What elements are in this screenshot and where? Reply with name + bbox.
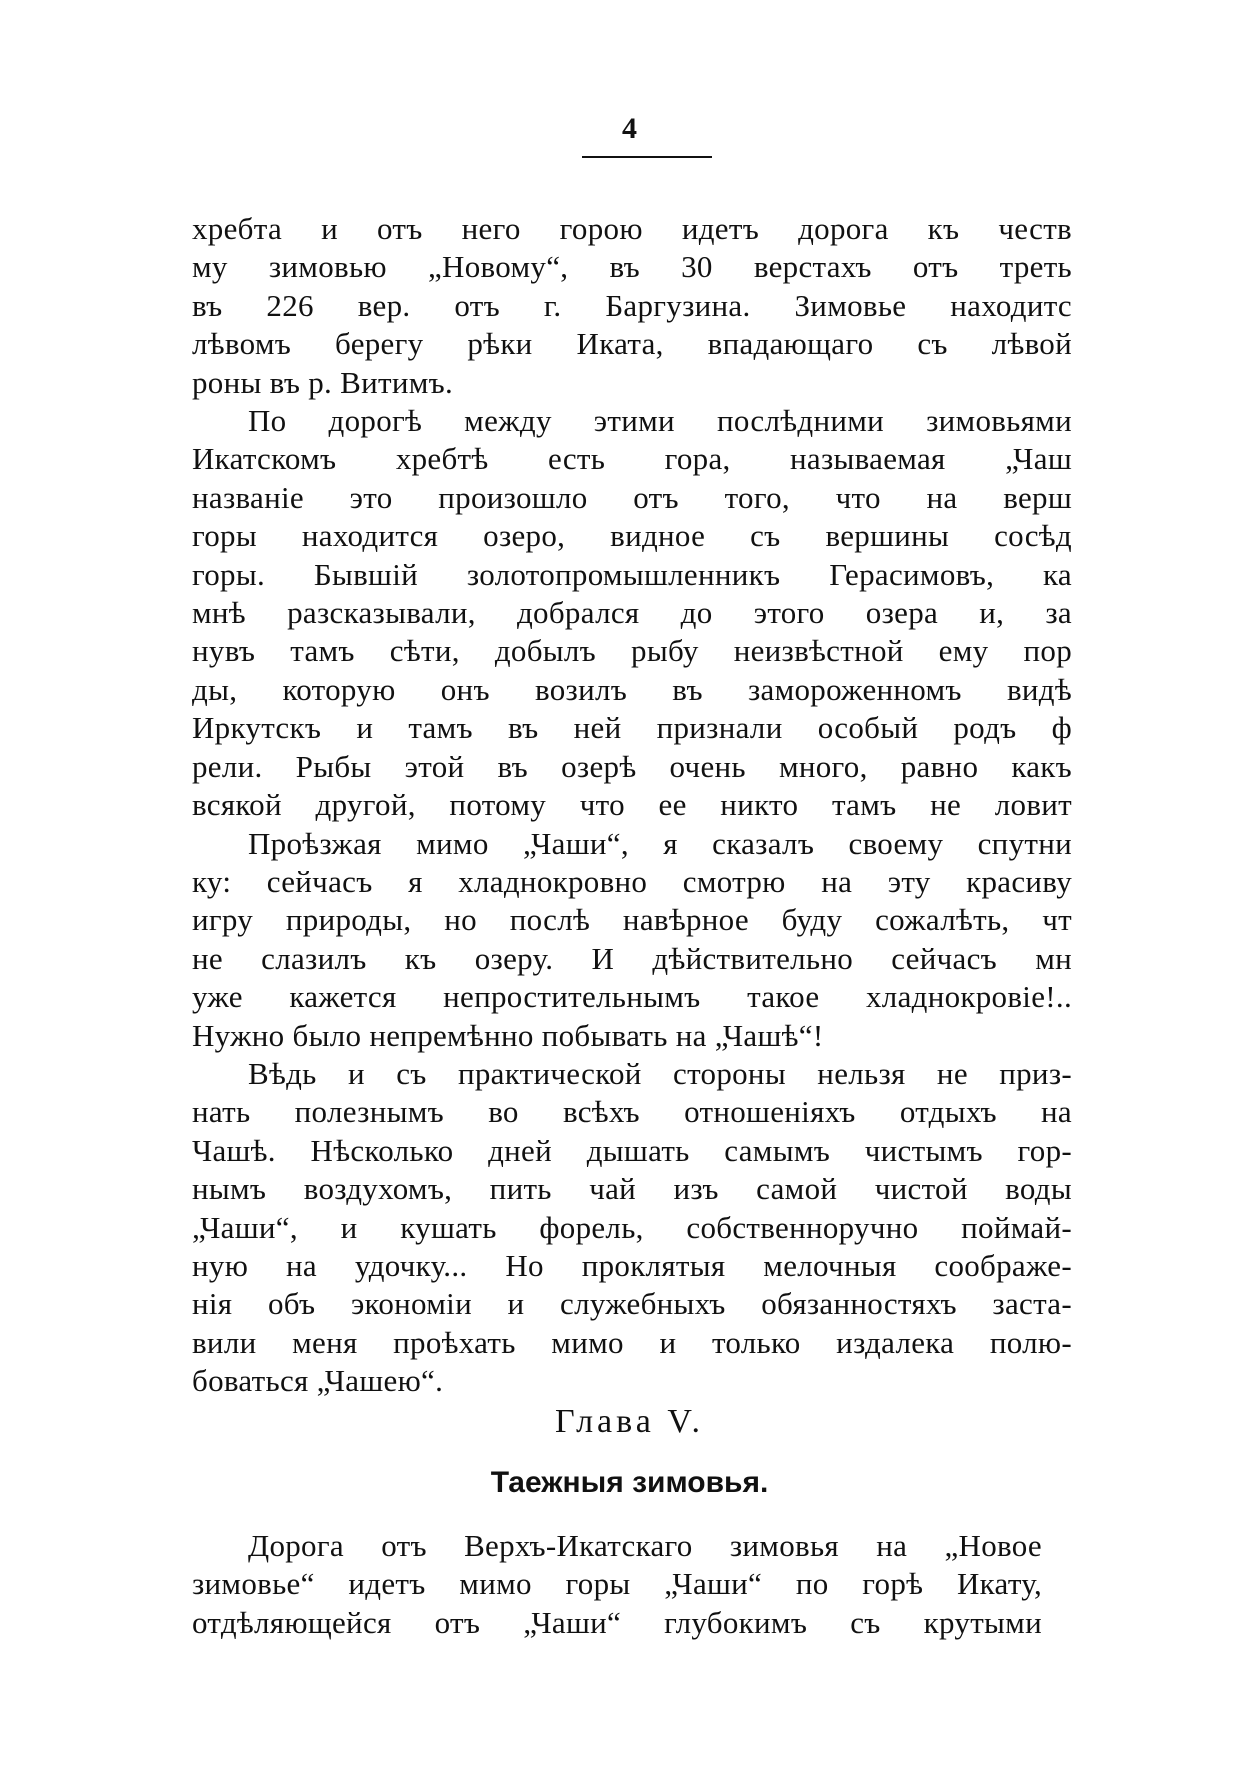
text-line: вили меня проѣхать мимо и только издалека полю- <box>192 1324 1072 1360</box>
text-line: горы. Бывшій золотопромышленникъ Герасимовъ, ка <box>192 556 1072 592</box>
text-line: названіе это произошло отъ того, что на верш <box>192 479 1072 515</box>
text-line: боваться „Чашею“. <box>192 1363 444 1399</box>
text-line: ку: сейчасъ я хладнокровно смотрю на эту красиву <box>192 863 1072 899</box>
text-line: не слазилъ къ озеру. И дѣйствительно сейчасъ мн <box>192 940 1072 976</box>
text-line: зимовье“ идетъ мимо горы „Чаши“ по горѣ Икату, <box>192 1566 1042 1602</box>
text-line: Икатскомъ хребтѣ есть гора, называемая „Чаш <box>192 441 1072 477</box>
text-line: нія объ экономіи и служебныхъ обязанностяхъ заста- <box>192 1286 1072 1322</box>
text-line: Чашѣ. Нѣсколько дней дышать самымъ чистымъ гор- <box>192 1132 1072 1168</box>
page-number-underline <box>582 156 712 158</box>
chapter-heading: Глава V. <box>554 1403 705 1440</box>
page-number: 4 <box>622 112 637 145</box>
chapter-text <box>192 1527 1042 1642</box>
chapter-subtitle: Таежныя зимовья. <box>490 1466 769 1499</box>
text-line: лѣвомъ берегу рѣки Иката, впадающаго съ лѣвой <box>192 326 1072 362</box>
text-line: роны въ р. Витимъ. <box>192 364 454 400</box>
text-line: игру природы, но послѣ навѣрное буду сожалѣть, чт <box>192 902 1072 938</box>
text-line: ды, которую онъ возилъ въ замороженномъ видѣ <box>192 671 1072 707</box>
text-line: хребта и отъ него горою идетъ дорога къ честв <box>192 211 1072 246</box>
text-line: ную на удочку... Но проклятыя мелочныя соображе- <box>192 1247 1072 1283</box>
text-line: уже кажется непростительнымъ такое хладнокровіе!.. <box>192 979 1072 1015</box>
text-line: Вѣдь и съ практической стороны нельзя не приз- <box>248 1055 1072 1091</box>
text-line: Иркутскъ и тамъ въ ней признали особый родъ ф <box>192 710 1072 746</box>
text-line: отдѣляющейся отъ „Чаши“ глубокимъ съ крутыми <box>192 1604 1042 1640</box>
text-line: „Чаши“, и кушать форель, собственноручно поймай- <box>192 1209 1072 1245</box>
text-line: мнѣ разсказывали, добрался до этого озера и, за <box>192 595 1072 631</box>
text-line: Проѣзжая мимо „Чаши“, я сказалъ своему спутни <box>248 825 1072 861</box>
text-line: Дорога отъ Верхъ-Икатскаго зимовья на „Новое <box>248 1528 1042 1563</box>
text-line: въ 226 вер. отъ г. Баргузина. Зимовье находитс <box>192 287 1072 323</box>
text-line: нать полезнымъ во всѣхъ отношеніяхъ отдыхъ на <box>192 1094 1072 1130</box>
text-line: нымъ воздухомъ, пить чай изъ самой чистой воды <box>192 1171 1072 1207</box>
text-line: нувъ тамъ сѣти, добылъ рыбу неизвѣстной ему пор <box>192 633 1072 669</box>
text-line: горы находится озеро, видное съ вершины сосѣд <box>192 518 1072 554</box>
text-line: всякой другой, потому что ее никто тамъ не ловит <box>192 787 1072 823</box>
text-line: Нужно было непремѣнно побывать на „Чашѣ“! <box>192 1017 824 1053</box>
text-line: му зимовью „Новому“, въ 30 верстахъ отъ треть <box>192 249 1072 285</box>
body-text <box>192 210 1072 1401</box>
text-line: По дорогѣ между этими послѣдними зимовьями <box>248 403 1072 439</box>
text-line: рели. Рыбы этой въ озерѣ очень много, равно какъ <box>192 748 1072 784</box>
